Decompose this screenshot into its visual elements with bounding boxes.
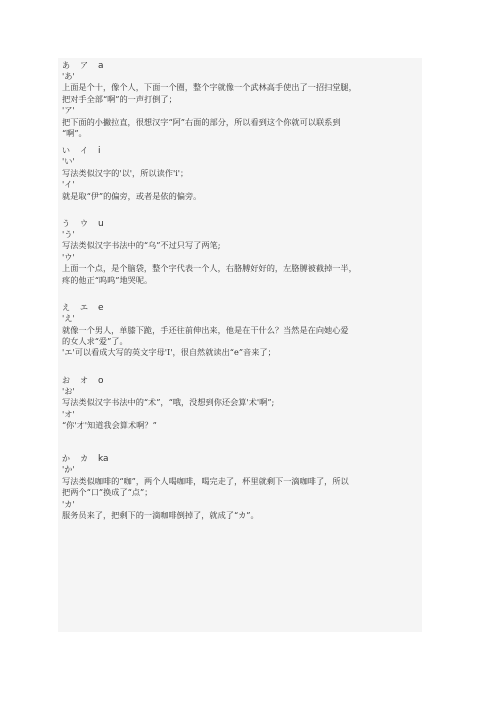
romaji-text: a: [98, 61, 104, 71]
text-line: “你'才'知道我会算术啊？”: [62, 419, 157, 430]
katakana-char: ウ: [80, 219, 88, 229]
kana-header: [62, 375, 418, 386]
kana-entry-i: [62, 145, 418, 202]
text-line: 'エ'可以看成大写的英文字母'I'，很自然就读出“e”音来了；: [62, 347, 276, 358]
text-line: 就像一个男人，单膝下跪，手还往前伸出来，他是在干什么？当然是在向她心爱: [62, 324, 349, 335]
romaji-text: e: [98, 303, 104, 314]
katakana-char: オ: [80, 375, 88, 385]
kana-header: [62, 145, 418, 156]
kana-entry-e: [62, 302, 418, 359]
text-line: 'オ': [62, 408, 75, 419]
text-line: 把两个“口”换成了“点”；: [62, 487, 153, 498]
katakana-char: カ: [80, 454, 88, 464]
katakana-char: エ: [80, 303, 88, 313]
text-line: 疼的他正“呜呜”地哭呢。: [62, 274, 153, 285]
kana-header: [62, 453, 418, 464]
text-line: “啊”。: [62, 128, 87, 139]
romaji-text: u: [98, 219, 104, 230]
katakana-char: ア: [80, 61, 88, 70]
document-content: [58, 58, 422, 632]
hiragana-char: い: [62, 146, 70, 156]
text-line: 写法类似汉字书法中的“乌”不过只写了两笔;: [62, 240, 221, 251]
hiragana-char: え: [62, 303, 70, 313]
text-line: 'え': [62, 313, 75, 324]
text-line: 上面是个十，像个人，下面一个圈，整个字就像一个武林高手使出了一招扫堂腿，: [62, 82, 357, 93]
text-line: 'イ': [62, 179, 75, 190]
text-line: 'か': [62, 464, 75, 475]
kana-entry-a: [62, 60, 418, 139]
text-line: 写法类似汉字书法中的“术”，“哦，没想到你还会算'术'啊”;: [62, 397, 275, 408]
text-line: 就是取“伊”的偏旁，或者是依的偏旁。: [62, 190, 202, 201]
hiragana-char: う: [62, 219, 70, 229]
text-line: 'う': [62, 229, 75, 240]
text-line: 'ウ': [62, 251, 75, 262]
hiragana-char: お: [62, 375, 70, 385]
text-line: 把下面的小撇拉直，很想汉字“阿”右面的部分，所以看到这个你就可以联系到: [62, 116, 341, 127]
text-line: 写法类似咖啡的“咖”，两个人喝咖啡，喝完走了，杯里就剩下一滴咖啡了，所以: [62, 475, 349, 486]
kana-entry-u: [62, 218, 418, 286]
text-line: 上面一个点，是个脑袋，整个字代表一个人，右胳膊好好的，左胳膊被截掉一半，: [62, 263, 357, 274]
text-line: 'ア': [62, 105, 75, 116]
text-line: 服务员来了，把剩下的一滴咖啡倒掉了，就成了“カ”。: [62, 509, 259, 520]
kana-entry-o: [62, 375, 418, 432]
kana-header: [62, 302, 418, 313]
text-line: 'い': [62, 156, 75, 167]
katakana-char: イ: [80, 146, 88, 156]
kana-entry-ka: [62, 453, 418, 521]
hiragana-char: あ: [62, 61, 70, 70]
text-line: 的女人求“爱”了。: [62, 335, 128, 346]
text-line: 'カ': [62, 498, 75, 509]
romaji-text: o: [98, 375, 104, 386]
romaji-text: ka: [98, 454, 109, 465]
kana-header: [62, 218, 418, 229]
kana-header: [62, 60, 418, 71]
text-line: 'あ': [62, 71, 75, 81]
romaji-text: i: [98, 146, 101, 157]
text-line: 把对手全部“啊”的一声打倒了；: [62, 93, 177, 104]
hiragana-char: か: [62, 454, 70, 464]
text-line: 'お': [62, 385, 75, 396]
text-line: 写法类似汉字的'以'，所以读作'i'；: [62, 167, 189, 178]
